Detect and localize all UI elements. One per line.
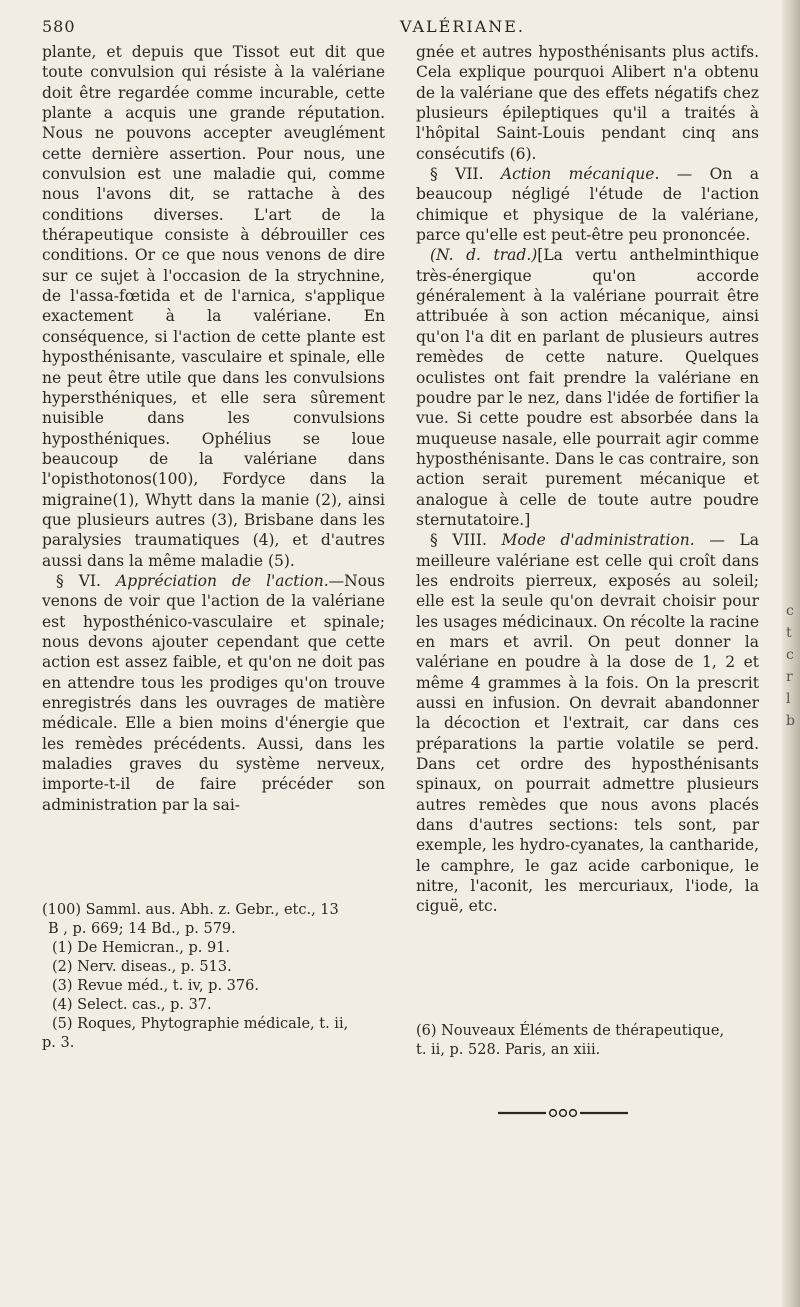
section-paragraph [42,571,385,815]
section-paragraph [416,530,759,917]
end-ornament [498,1107,628,1119]
edge-glyph: c [786,647,794,663]
footnote: (1) De Hemicran., p. 91. [52,940,231,956]
section-heading: Action mécanique. [500,165,660,184]
edge-glyph: r [786,669,793,685]
section-label: § VIII. [430,531,487,550]
edge-glyph: l [786,691,791,707]
footnote: p. 3. [42,1035,75,1051]
footnote: (2) Nerv. diseas., p. 513. [52,959,232,975]
facing-page-edge [782,0,800,1307]
section-label: § VI. [56,571,101,590]
translator-note [416,245,759,530]
page-number: 580 [42,17,76,36]
footnote: (4) Select. cas., p. 37. [52,997,212,1013]
left-column [42,42,385,815]
section-paragraph [416,164,759,245]
edge-glyph: b [786,713,795,729]
paragraph: gnée et autres hyposthénisants plus actifs. Cela explique pourquoi Alibert n'a obtenu de la valériane que des effets négatifs chez plusieurs épileptiques qu'il a traités à l'hôpital Saint-Louis pendant cinq ans consécutifs (6). [416,43,759,163]
section-label: § VII. [430,165,484,184]
footnote: B , p. 669; 14 Bd., p. 579. [48,921,236,937]
section-text: —Nous venons de voir que l'action de la valériane est hyposthénico-vasculaire et spinale; nous devons ajouter cependant que cette action est assez faible, et qu'on ne doit pas en attendre tous les prodiges qu'on trouve enregistrés dans les ouvrages de matière médicale. Elle a bien moins d'énergie que les remèdes précédents. Aussi, dans les maladies graves du système nerveux, importe-t-il de faire précéder son administration par la sai- [42,571,385,814]
right-footnotes [416,1022,759,1060]
footnote: (3) Revue méd., t. iv, p. 376. [52,978,259,994]
edge-glyph: c [786,603,794,619]
running-head: VALÉRIANE. [400,17,526,36]
section-heading: Appréciation de l'action. [116,571,329,590]
footnote: t. ii, p. 528. Paris, an xiii. [416,1042,601,1058]
edge-glyphs [786,600,798,732]
translator-note-text: [La vertu anthelminthique très-énergique qu'on accorde généralement à la valériane pourrait être attribuée à son action mécanique, ainsi qu'on l'a dit en parlant de plusieurs autres remèdes de cette nature. Quelques oculistes ont fait prendre la valériane en poudre par le nez, dans l'idée de fortifier la vue. Si cette poudre est absorbée dans la muqueuse nasale, elle pourrait agir comme hyposthénisante. Dans le cas contraire, son action serait purement mécanique et analogue à celle de toute autre poudre sternutatoire.] [416,246,759,529]
paragraph: plante, et depuis que Tissot eut dit que toute convulsion qui résiste à la valériane doit être regardée comme incurable, cette plante a acquis une grande réputation. Nous ne pouvons accepter aveuglément cette dernière assertion. Pour nous, une convulsion est une maladie qui, comme nous l'avons dit, se rattache à des conditions diverses. L'art de la thérapeutique consiste à débrouiller ces conditions. Or ce que nous venons de dire sur ce sujet à l'occasion de la strychnine, de l'assa-fœtida et de l'arnica, s'applique exactement à la valériane. En conséquence, si l'action de cette plante est hyposthénisante, vasculaire et spinale, elle ne peut être utile que dans les convulsions hypersthéniques, et elle sera sûrement nuisible dans les convulsions hyposthéniques. Ophélius se loue beaucoup de la valériane dans l'opisthotonos(100), Fordyce dans la migraine(1), Whytt dans la manie (2), ainsi que plusieurs autres (3), Brisbane dans les paralysies traumatiques (4), et d'autres aussi dans la même maladie (5). [42,43,385,570]
translator-note-label: (N. d. trad.) [430,246,538,265]
edge-glyph: t [786,625,792,641]
section-text: — La meilleure valériane est celle qui croît dans les endroits pierreux, exposés au soleil; elle est la seule qu'on devrait choisir pour les usages médicinaux. On récolte la racine en mars et avril. On peut donner la valériane en poudre à la dose de 1, 2 et même 4 grammes à la fois. On la prescrit aussi en infusion. On devrait abandonner la décoction et l'extrait, car dans ces préparations la partie volatile se perd. Dans cet ordre des hyposthénisants spinaux, on pourrait admettre plusieurs autres remèdes que nous avons placés dans d'autres sections: tels sont, par exemple, les hydro-cyanates, la cantharide, le camphre, le gaz acide carbonique, le nitre, l'aconit, les mercuriaux, l'iode, la ciguë, etc. [416,531,759,916]
section-heading: Mode d'administration. [501,531,695,550]
right-column [416,42,759,917]
footnote: (5) Roques, Phytographie médicale, t. ii, [52,1016,349,1032]
page-header [42,17,760,43]
left-footnotes [42,901,385,1053]
section-text: — On a beaucoup négligé l'étude de l'action chimique et physique de la valériane, parce qu'elle est peut-être peu prononcée. [416,165,759,245]
footnote: (100) Samml. aus. Abh. z. Gebr., etc., 13 [42,902,339,918]
footnote: (6) Nouveaux Éléments de thérapeutique, [416,1023,725,1039]
